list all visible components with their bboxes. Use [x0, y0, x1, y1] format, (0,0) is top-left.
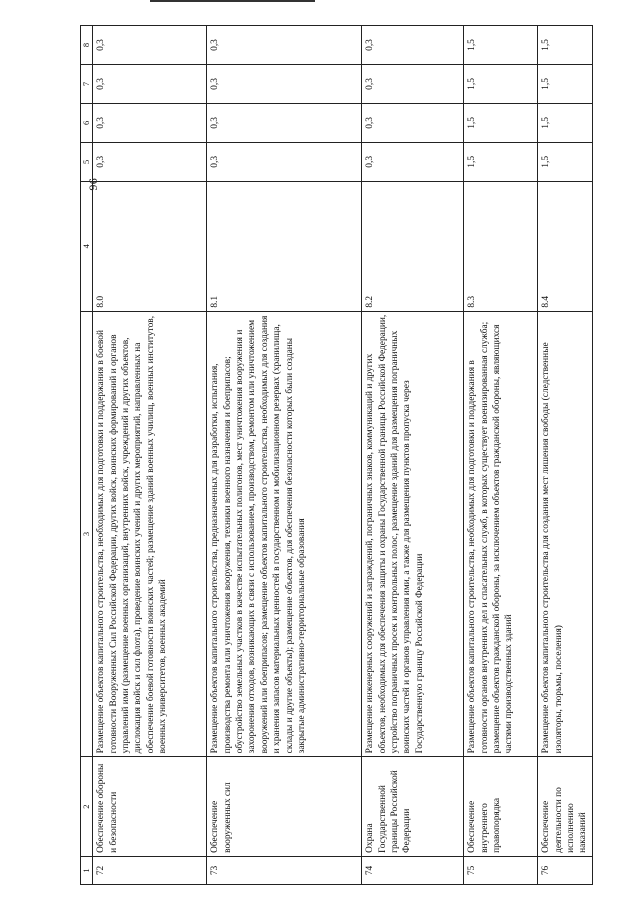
row-value: 0,3 — [207, 65, 362, 104]
row-value: 1,5 — [538, 26, 593, 65]
row-value: 1,5 — [538, 103, 593, 142]
row-code: 8.3 — [464, 181, 538, 311]
row-value: 0,3 — [93, 103, 207, 142]
row-code: 8.1 — [207, 181, 362, 311]
row-number: 72 — [93, 856, 207, 884]
row-value: 0,3 — [362, 142, 464, 181]
row-name: Обеспечение внутреннего правопорядка — [464, 757, 538, 857]
row-description: Размещение объектов капитального строительства, необходимых для подготовки и поддержания в готовности органов внутренних дел и спасательных служб, в которых существует военизированная служба; размещение объектов гражданской обороны, за исключением объектов гражданской обороны, являющихся частями производственных зданий — [464, 311, 538, 757]
row-description: Размещение объектов капитального строительства, предназначенных для разработки, испытания, производства ремонта или уничтожения вооружения, техники военного назначения и боеприпасов; обустройство земельных участков в качестве испытательных полигонов, мест уничтожения вооружения и захоронения отходов, возникающих в связи с использованием, производством, ремонтом или уничтожением вооружений или боеприпасов; размещение объектов капитального строительства, необходимых для создания и хранения запасов материальных ценностей в государственном и мобилизационном резервах (хранилища, склады и другие объекты); размещение объектов, для обеспечения безопасности которых были созданы закрытые административно-территориальные образования — [207, 311, 362, 757]
row-value: 0,3 — [362, 103, 464, 142]
row-number: 76 — [538, 856, 593, 884]
table-row — [207, 26, 362, 885]
header-cell: 4 — [81, 181, 93, 311]
row-value: 1,5 — [464, 103, 538, 142]
row-description: Размещение объектов капитального строительства для создания мест лишения свободы (следственные изоляторы, тюрьмы, поселения) — [538, 311, 593, 757]
land-use-table — [80, 25, 593, 885]
row-code: 8.4 — [538, 181, 593, 311]
row-value: 1,5 — [464, 26, 538, 65]
row-number: 75 — [464, 856, 538, 884]
row-value: 0,3 — [362, 26, 464, 65]
header-cell: 1 — [81, 856, 93, 884]
row-name: Обеспечение деятельности по исполнению наказаний — [538, 757, 593, 857]
row-value: 0,3 — [207, 103, 362, 142]
row-code: 8.2 — [362, 181, 464, 311]
row-number: 73 — [207, 856, 362, 884]
header-cell: 3 — [81, 311, 93, 757]
header-cell: 7 — [81, 65, 93, 104]
row-value: 1,5 — [464, 142, 538, 181]
table-row — [538, 26, 593, 885]
row-value: 0,3 — [93, 65, 207, 104]
row-value: 1,5 — [538, 65, 593, 104]
header-cell: 5 — [81, 142, 93, 181]
row-value: 0,3 — [93, 26, 207, 65]
row-value: 0,3 — [362, 65, 464, 104]
row-name: Обеспечение обороны и безопасности — [93, 757, 207, 857]
row-number: 74 — [362, 856, 464, 884]
header-cell: 8 — [81, 26, 93, 65]
table-row — [93, 26, 207, 885]
row-value: 1,5 — [464, 65, 538, 104]
rotated-page — [80, 25, 620, 885]
top-rule — [150, 0, 315, 2]
row-description: Размещение инженерных сооружений и заграждений, пограничных знаков, коммуникаций и других объектов, необходимых для обеспечения защиты и охраны Государственной границы Российской Федерации, устройство пограничных просек и контрольных полос, размещение зданий для размещения пограничных воинских частей и органов управления ими, а также для размещения пунктов пропуска через Государственную границу Российской Федерации — [362, 311, 464, 757]
row-code: 8.0 — [93, 181, 207, 311]
row-name: Обеспечение вооруженных сил — [207, 757, 362, 857]
table-row — [362, 26, 464, 885]
row-value: 0,3 — [207, 26, 362, 65]
header-row — [81, 26, 93, 885]
row-value: 0,3 — [207, 142, 362, 181]
header-cell: 2 — [81, 757, 93, 857]
header-cell: 6 — [81, 103, 93, 142]
row-value: 1,5 — [538, 142, 593, 181]
page-number: 96 — [89, 178, 100, 191]
table-row — [464, 26, 538, 885]
row-name: Охрана Государственной границы Российской Федерации — [362, 757, 464, 857]
row-description: Размещение объектов капитального строительства, необходимых для подготовки и поддержания в боевой готовности Вооруженных Сил Российской Федерации, других войск, воинских формирований и органов управлений ими (размещение военных организаций, внутренних войск, учреждений и других объектов, дислокация войск и сил флота), проведение воинских учений и других мероприятий, направленных на обеспечение боевой готовности воинских частей; размещение зданий военных училищ, военных институтов, военных университетов, военных академий — [93, 311, 207, 757]
row-value: 0,3 — [93, 142, 207, 181]
